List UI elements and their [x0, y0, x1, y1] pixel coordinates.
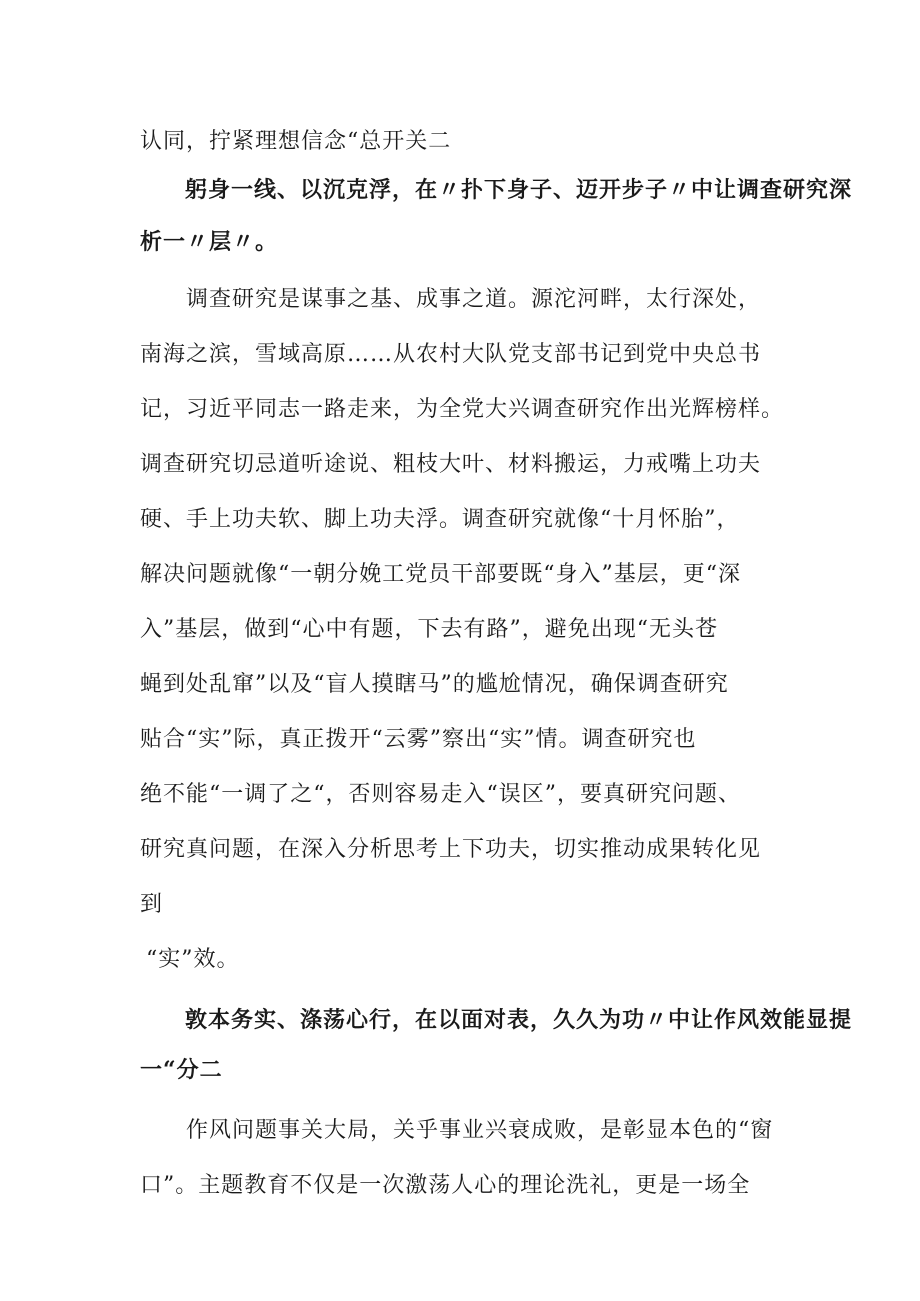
paragraph-1-line-1: 调查研究是谋事之基、成事之道。源沱河畔，太行深处，: [186, 287, 762, 312]
paragraph-1-line-11: 研究真问题，在深入分析思考上下功夫，切实推动成果转化见: [140, 837, 762, 862]
paragraph-1-line-5: 硬、手上功夫软、脚上功夫浮。调查研究就像“十月怀胎”，: [140, 507, 740, 532]
heading-1-line-2: 析一〃层〃。: [140, 229, 279, 255]
heading-2-line-2: 一“分二: [140, 1057, 223, 1083]
paragraph-1-line-12: 到: [140, 892, 164, 917]
paragraph-1-line-13: “实”效。: [146, 947, 240, 972]
paragraph-2-line-1: 作风问题事关大局，关乎事业兴衰成败，是彰显本色的“窗: [186, 1118, 774, 1143]
heading-1-line-1: 躬身一线、以沉克浮，在〃扑下身子、迈开步子〃中让调查研究深: [185, 177, 853, 203]
paragraph-2-line-2: 口”。主题教育不仅是一次激荡人心的理论洗礼，更是一场全: [140, 1173, 751, 1198]
paragraph-1-line-2: 南海之滨，雪域高原……从农村大队党支部书记到党中央总书: [140, 342, 762, 367]
paragraph-1-line-6: 解决问题就像“一朝分娩工党员干部要既“身入”基层，更“深: [140, 562, 741, 587]
paragraph-1-line-4: 调查研究切忌道听途说、粗枝大叶、材料搬运，力戒嘴上功夫: [140, 452, 762, 477]
paragraph-1-line-9: 贴合“实”际，真正拨开“云雾”察出“实”情。调查研究也: [140, 727, 697, 752]
paragraph-1-line-3: 记，习近平同志一路走来，为全党大兴调查研究作出光辉榜样。: [140, 397, 785, 422]
paragraph-1-line-10: 绝不能“一调了之“，否则容易走入“误区”，要真研究问题、: [140, 782, 741, 807]
heading-2-line-1: 敦本务实、涤荡心行，在以面对表，久久为功〃中让作风效能显提: [185, 1007, 853, 1033]
intro-line: 认同，拧紧理想信念“总开关二: [140, 129, 452, 154]
paragraph-1-line-8: 蝇到处乱窜”以及“盲人摸瞎马”的尴尬情况，确保调查研究: [140, 672, 729, 697]
paragraph-1-line-7: 入”基层，做到“心中有题，下去有路”，避免出现“无头苍: [140, 617, 718, 642]
